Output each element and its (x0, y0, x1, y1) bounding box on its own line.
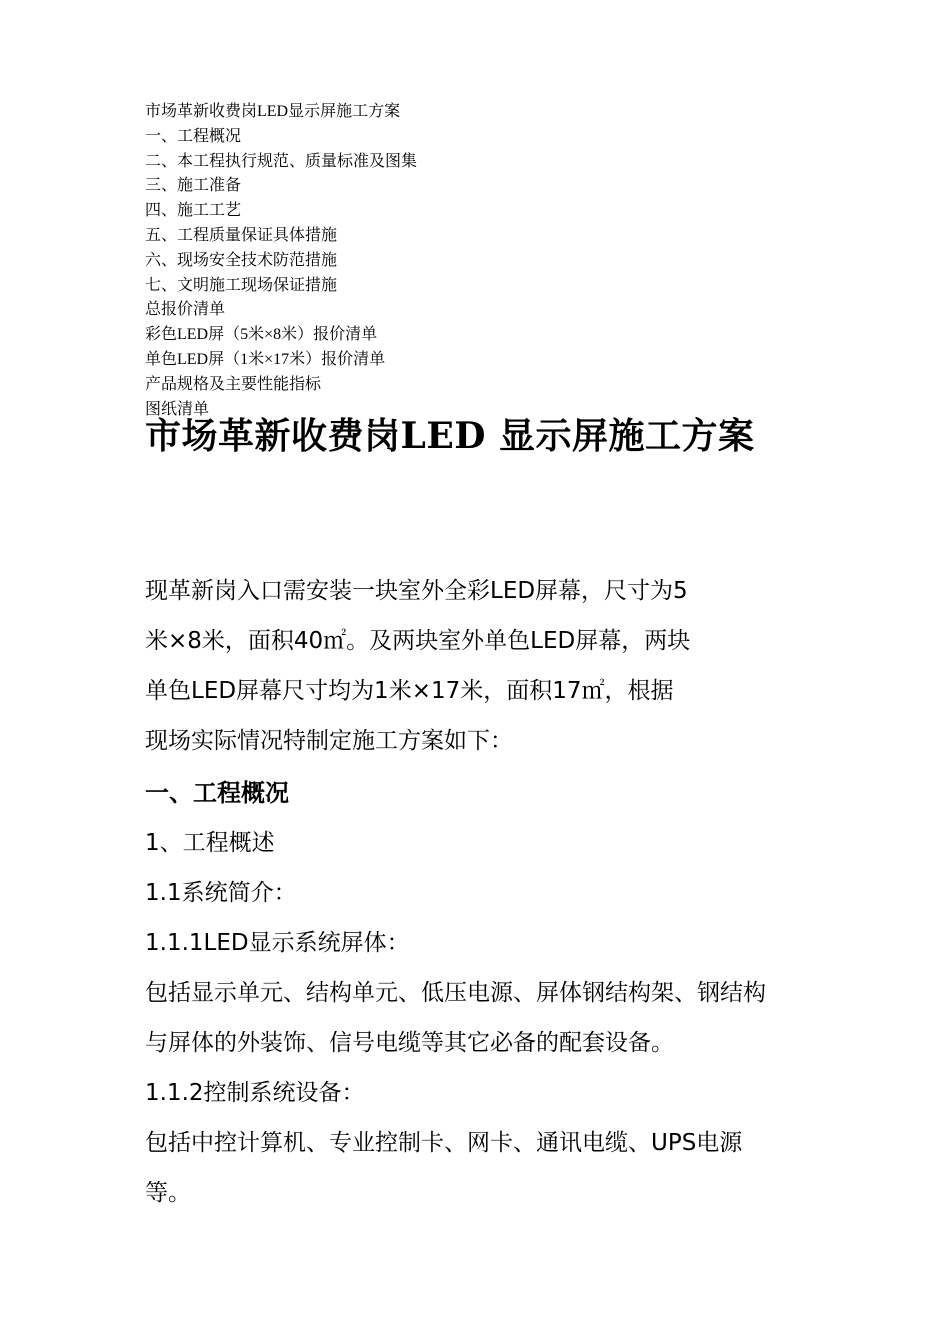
intro-line: 现场实际情况特制定施工方案如下： (145, 728, 513, 754)
subsection-heading: 1.1.2控制系统设备： (145, 1080, 365, 1106)
subsection-heading: 1、工程概述 (145, 830, 275, 856)
intro-line: 单色LED屏幕尺寸均为1米×17米，面积17㎡，根据 (145, 678, 674, 704)
toc-item[interactable]: 图纸清单 (145, 400, 210, 418)
intro-paragraph (145, 566, 810, 766)
toc-item[interactable]: 彩色LED屏（5米×8米）报价清单 (145, 326, 378, 344)
section-overview (145, 768, 810, 1218)
toc-item[interactable]: 市场革新收费岗LED显示屏施工方案 (145, 103, 401, 120)
body-line: 包括中控计算机、专业控制卡、网卡、通讯电缆、UPS电源 (145, 1130, 743, 1156)
document-title: 市场革新收费岗LED 显示屏施工方案 (145, 415, 755, 457)
toc-item[interactable]: 总报价清单 (145, 301, 226, 319)
subsection-heading: 1.1系统简介： (145, 880, 297, 906)
toc-item[interactable]: 六、现场安全技术防范措施 (145, 251, 338, 269)
intro-line: 现革新岗入口需安装一块室外全彩LED屏幕，尺寸为5 (145, 578, 688, 604)
body-line: 包括显示单元、结构单元、低压电源、屏体钢结构架、钢结构 (145, 980, 766, 1006)
subsection-heading: 1.1.1LED显示系统屏体： (145, 930, 410, 956)
toc-item[interactable]: 二、本工程执行规范、质量标准及图集 (145, 152, 418, 170)
toc-item[interactable]: 四、施工工艺 (145, 202, 242, 220)
toc-item[interactable]: 七、文明施工现场保证措施 (145, 276, 338, 294)
toc-item[interactable]: 一、工程概况 (145, 127, 242, 145)
table-of-contents (145, 100, 417, 422)
toc-item[interactable]: 单色LED屏（1米×17米）报价清单 (145, 350, 386, 368)
body-line: 等。 (145, 1180, 191, 1206)
toc-item[interactable]: 产品规格及主要性能指标 (145, 375, 322, 393)
toc-item[interactable]: 五、工程质量保证具体措施 (145, 226, 338, 244)
body-line: 与屏体的外装饰、信号电缆等其它必备的配套设备。 (145, 1030, 674, 1056)
section-heading: 一、工程概况 (145, 779, 289, 807)
toc-item[interactable]: 三、施工准备 (145, 177, 242, 195)
intro-line: 米×8米，面积40㎡。及两块室外单色LED屏幕，两块 (145, 628, 691, 654)
